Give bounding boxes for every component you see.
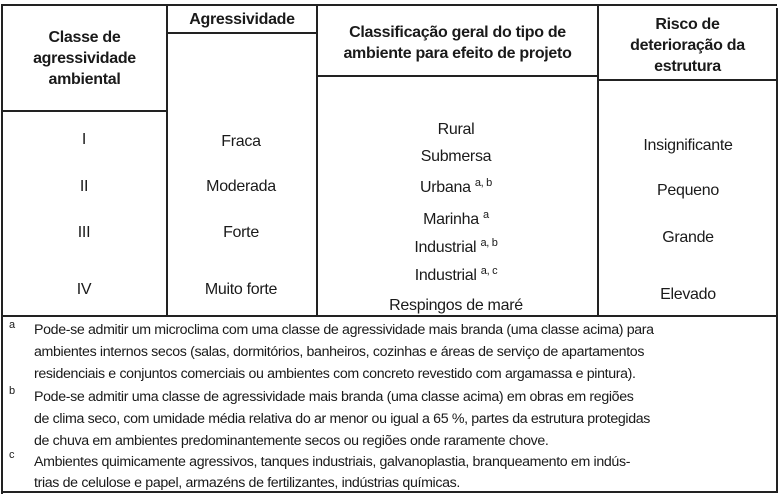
environment-cell <box>389 296 523 316</box>
footnote-mark: b <box>9 385 16 397</box>
risk-cell: Insignificante <box>643 137 733 154</box>
aggressiveness-cell: Fraca <box>221 133 261 150</box>
border-top <box>1 4 777 6</box>
class-cell: II <box>79 178 89 195</box>
header-line: ambiente para efeito de projeto <box>343 45 572 62</box>
class-cell: I <box>81 131 87 148</box>
risk-cell: Grande <box>662 229 714 246</box>
class-cell: IV <box>76 281 92 298</box>
header-environment <box>318 22 597 64</box>
footnote-line: de chuva em ambientes predominantemente secos ou regiões onde raramente chove. <box>34 433 549 449</box>
header-line: agressividade <box>33 50 136 67</box>
footnote-line: Ambientes quimicamente agressivos, tanques industriais, galvanoplastia, branqueamento em indús- <box>34 454 631 470</box>
environment-cell <box>438 120 475 140</box>
header-line: Classe de <box>48 29 121 46</box>
footnote-line: residenciais e conjuntos comerciais ou ambientes com concreto revestido com argamassa e pintura). <box>34 366 636 382</box>
header-aggressiveness: Agressividade <box>189 11 295 28</box>
aggressiveness-cell: Muito forte <box>204 281 278 298</box>
divider <box>598 79 778 81</box>
risk-cell: Pequeno <box>657 182 719 199</box>
risk-cell: Elevado <box>660 286 716 303</box>
env-label: Respingos de maré <box>389 297 523 314</box>
class-cell: III <box>77 224 91 241</box>
header-class <box>3 27 166 90</box>
environment-cell <box>421 147 492 167</box>
footnote-line: trias de celulose e papel, armazéns de fertilizantes, indústrias químicas. <box>34 475 460 491</box>
footnote-ref: a, c <box>480 265 498 277</box>
header-line: Risco de <box>655 16 720 33</box>
footnote-ref: a, b <box>480 237 498 249</box>
footnote-line: Pode-se admitir uma classe de agressividade mais branda (uma classe acima) em obras em regiões <box>34 389 634 405</box>
divider <box>1 110 167 112</box>
footnote-mark: c <box>9 449 15 461</box>
header-line: estrutura <box>654 58 721 75</box>
environment-cell <box>423 210 489 230</box>
footnote-ref: a <box>483 209 489 221</box>
divider <box>166 4 168 316</box>
header-line: deterioração da <box>630 37 745 54</box>
aggressiveness-cell: Moderada <box>206 178 276 195</box>
header-risk <box>599 14 776 77</box>
divider <box>167 32 317 34</box>
env-label: Submersa <box>420 148 492 165</box>
header-line: ambiental <box>48 71 121 88</box>
env-label: Marinha <box>423 211 479 228</box>
footnote-line: de clima seco, com umidade média relativa do ar menor ou igual a 65 %, partes da estrutura protegidas <box>34 411 651 427</box>
env-label: Industrial <box>414 239 477 256</box>
footnote-mark: a <box>9 319 16 331</box>
environment-cell <box>414 238 497 258</box>
env-label: Rural <box>437 121 475 138</box>
env-label: Urbana <box>420 179 471 196</box>
aggressiveness-cell: Forte <box>223 224 259 241</box>
environment-cell <box>420 178 492 198</box>
env-label: Industrial <box>414 267 477 284</box>
footnote-line: Pode-se admitir um microclima com uma classe de agressividade mais branda (uma classe acima) para <box>34 322 654 338</box>
header-line: Classificação geral do tipo de <box>349 24 566 41</box>
divider <box>317 75 598 77</box>
footnote-ref: a, b <box>474 177 492 189</box>
footnote-line: ambientes internos secos (salas, dormitórios, banheiros, cozinhas e áreas de serviço de apartamentos <box>34 344 645 360</box>
environment-cell <box>415 266 498 286</box>
